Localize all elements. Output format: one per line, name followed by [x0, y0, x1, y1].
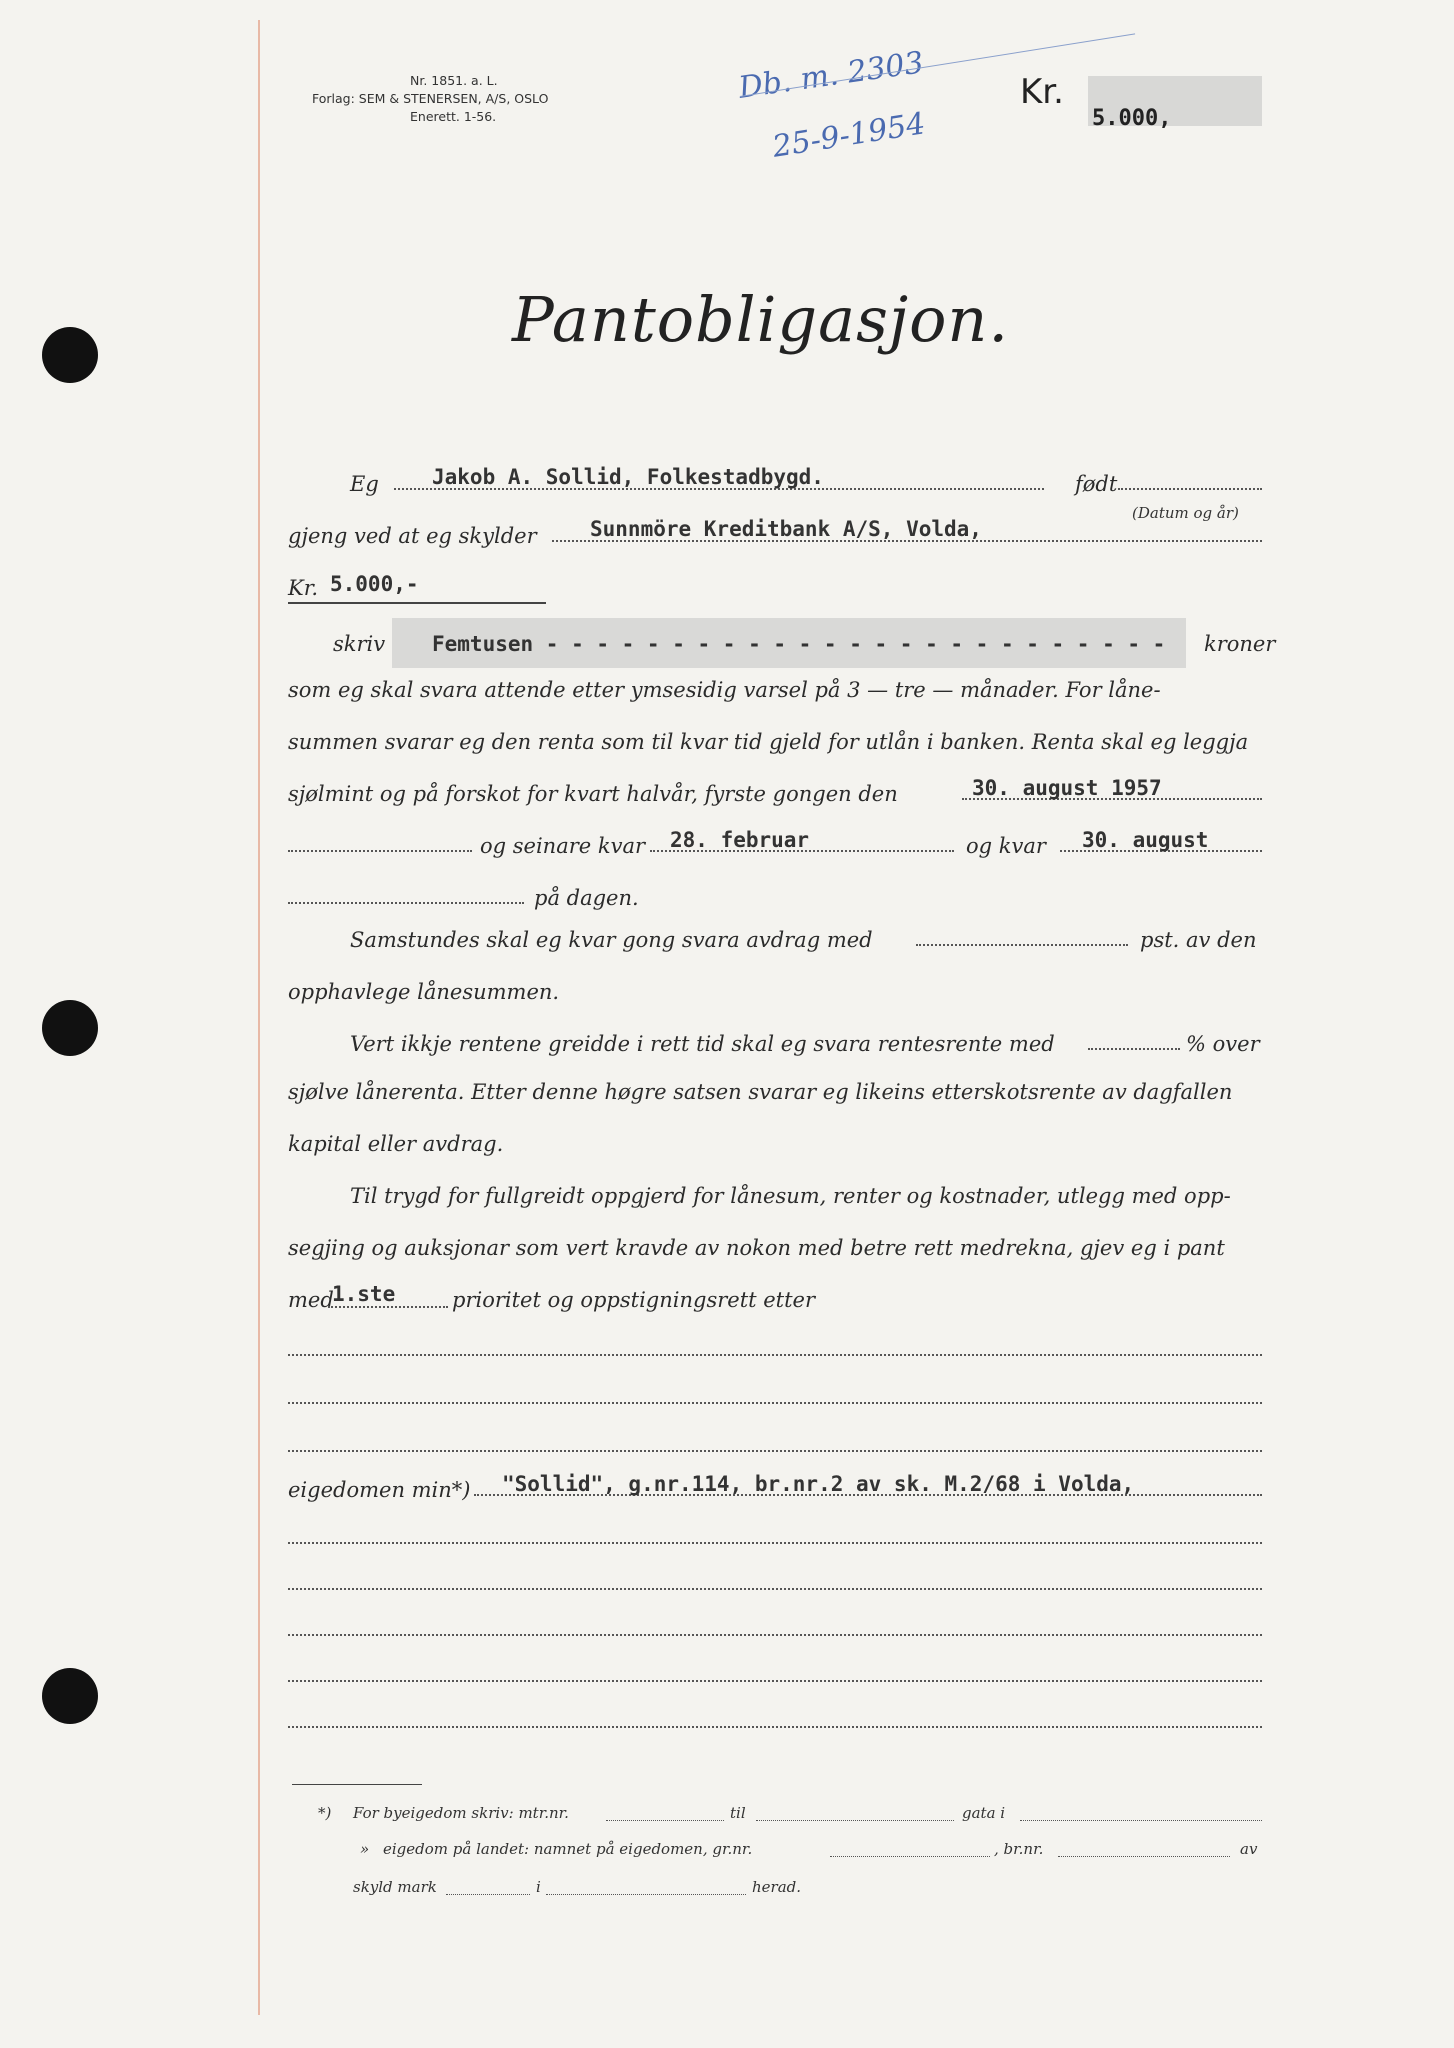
footnote-line-1a: For byeigedom skriv: mtr.nr. — [353, 1804, 569, 1822]
dotted-line — [288, 1542, 1262, 1544]
dotted-line — [1058, 1856, 1230, 1857]
amount-line-label: Kr. — [288, 576, 319, 600]
priority-value: 1.ste — [332, 1282, 396, 1306]
handwritten-date: 25-9-1954 — [770, 106, 928, 165]
security-line-2: segjing og auksjonar som vert kravde av nokon med betre rett medrekna, gjev eg i pant — [288, 1236, 1225, 1260]
debtor-label: Eg — [350, 472, 379, 496]
on-day-label: på dagen. — [534, 886, 639, 910]
property-value: "Sollid", g.nr.114, br.nr.2 av sk. M.2/68 i Volda, — [502, 1472, 1135, 1496]
footnote-rule — [292, 1784, 422, 1785]
footnote-line-3a: skyld mark — [353, 1878, 437, 1896]
dotted-line — [288, 902, 524, 904]
med-label: med — [288, 1288, 334, 1312]
footnote-marker: *) — [318, 1804, 332, 1822]
penalty-line-3: kapital eller avdrag. — [288, 1132, 504, 1156]
document-title: Pantobligasjon. — [512, 283, 1010, 356]
dotted-line — [288, 1680, 1262, 1682]
terms-line-3: sjølmint og på forskot for kvart halvår, fyrste gongen den — [288, 782, 898, 806]
born-label: født — [1075, 472, 1118, 496]
footnote-line-2a: eigedom på landet: namnet på eigedomen, gr.nr. — [383, 1840, 753, 1858]
footnote-line-3c: herad. — [752, 1878, 802, 1896]
debtor-name: Jakob A. Sollid, Folkestadbygd. — [432, 465, 824, 489]
installments-line-2: opphavlege lånesummen. — [288, 980, 560, 1004]
penalty-text: Vert ikkje rentene greidde i rett tid skal eg svara rentesrente med — [350, 1032, 1055, 1056]
dotted-line — [1118, 488, 1262, 490]
punch-hole — [42, 1668, 98, 1724]
amount-value: 5.000, — [1092, 106, 1172, 131]
creditor-label: gjeng ved at eg skylder — [288, 524, 537, 548]
handwritten-reg-number: Db. m. 2303 — [736, 45, 926, 106]
dotted-line — [288, 1588, 1262, 1590]
later-date-1: 28. februar — [670, 828, 810, 852]
installments-suffix: pst. av den — [1140, 928, 1257, 952]
in-words-unit: kroner — [1204, 632, 1276, 656]
publisher-name: Forlag: SEM & STENERSEN, A/S, OSLO — [312, 91, 549, 106]
footnote-line-2-marker: » — [360, 1840, 370, 1858]
installments-text: Samstundes skal eg kvar gong svara avdrag med — [350, 928, 873, 952]
creditor-name: Sunnmöre Kreditbank A/S, Volda, — [590, 517, 982, 541]
dotted-line — [1088, 1048, 1180, 1050]
property-label: eigedomen min*) — [288, 1478, 471, 1502]
footnote-line-3b: i — [536, 1878, 541, 1896]
dotted-line — [756, 1820, 954, 1821]
dotted-line — [446, 1894, 530, 1895]
in-words-value: Femtusen - - - - - - - - - - - - - - - - - - - - - - - - - — [432, 632, 1166, 656]
dotted-line — [288, 1634, 1262, 1636]
penalty-line-2: sjølve lånerenta. Etter denne høgre satsen svarar eg likeins etterskotsrente av dagfallen — [288, 1080, 1233, 1104]
dotted-line — [1020, 1820, 1262, 1821]
born-hint: (Datum og år) — [1132, 504, 1239, 522]
terms-line-2: summen svarar eg den renta som til kvar tid gjeld for utlån i banken. Renta skal eg leggja — [288, 730, 1249, 754]
footnote-line-2c: av — [1240, 1840, 1258, 1858]
and-label: og kvar — [966, 834, 1046, 858]
priority-suffix: prioritet og oppstigningsrett etter — [452, 1288, 816, 1312]
dotted-line — [546, 1894, 746, 1895]
later-label: og seinare kvar — [480, 834, 646, 858]
first-interest-date: 30. august 1957 — [972, 776, 1162, 800]
stamp-watermark — [430, 270, 590, 1950]
dotted-line — [288, 1726, 1262, 1728]
dotted-line — [288, 1354, 1262, 1356]
margin-rule — [258, 20, 260, 2015]
dotted-line — [288, 1450, 1262, 1452]
dotted-line — [916, 944, 1128, 946]
amount-currency: Kr. — [1020, 72, 1064, 112]
rights-notice: Enerett. 1-56. — [410, 109, 497, 124]
amount-underline — [288, 602, 546, 604]
dotted-line — [830, 1856, 990, 1857]
dotted-line — [606, 1820, 724, 1821]
penalty-suffix: % over — [1186, 1032, 1260, 1056]
security-line-1: Til trygd for fullgreidt oppgjerd for lånesum, renter og kostnader, utlegg med opp- — [350, 1184, 1231, 1208]
terms-line-1: som eg skal svara attende etter ymsesidig varsel på 3 — tre — månader. For låne- — [288, 678, 1161, 702]
publisher-info — [312, 72, 548, 126]
amount-line-value: 5.000,- — [330, 572, 419, 596]
punch-hole — [42, 327, 98, 383]
dotted-line — [328, 1306, 448, 1308]
punch-hole — [42, 1000, 98, 1056]
in-words-label: skriv — [333, 632, 386, 656]
footnote-line-1b: til — [730, 1804, 746, 1822]
dotted-line — [288, 1402, 1262, 1404]
footnote-line-1c: gata i — [962, 1804, 1006, 1822]
form-number: Nr. 1851. a. L. — [410, 73, 498, 88]
footnote-line-2b: , br.nr. — [994, 1840, 1044, 1858]
later-date-2: 30. august — [1082, 828, 1209, 852]
dotted-line — [288, 850, 472, 852]
